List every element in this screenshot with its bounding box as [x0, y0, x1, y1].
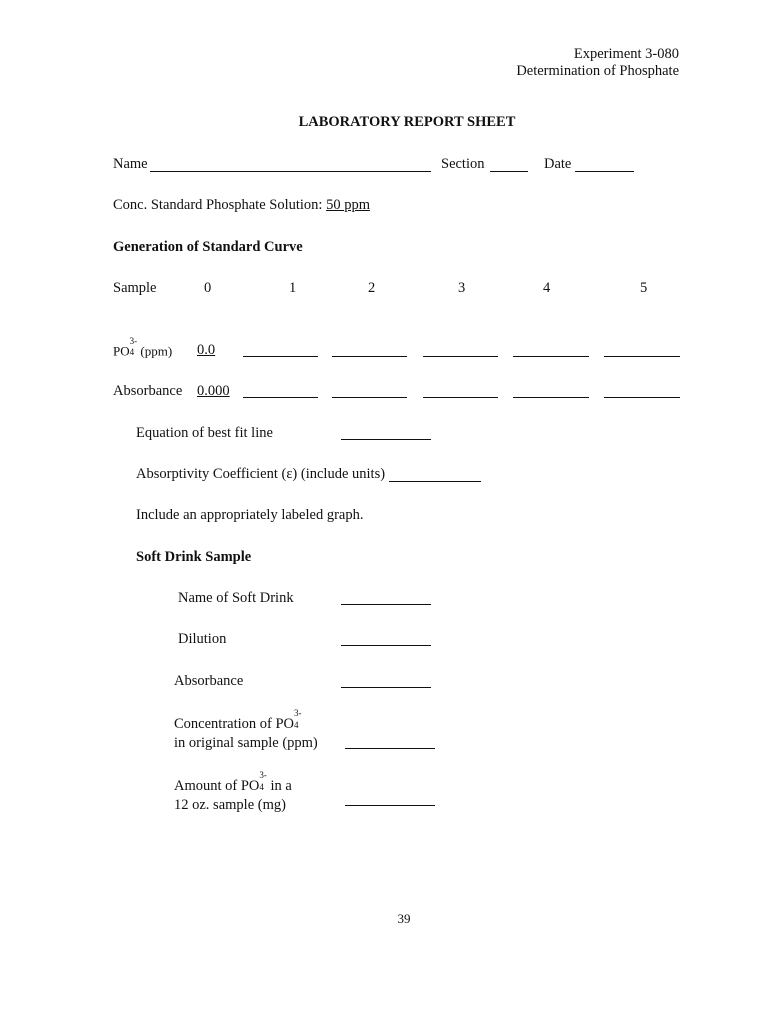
sample-number: 1 — [289, 280, 297, 296]
soft-drink-absorbance-label: Absorbance — [174, 673, 244, 689]
conc-standard-line — [113, 197, 370, 214]
soft-drink-name-label: Name of Soft Drink — [178, 590, 294, 606]
dilution-field[interactable] — [341, 645, 431, 646]
amount-label-line2: 12 oz. sample (mg) — [174, 797, 286, 813]
absorbance-label: Absorbance — [113, 383, 183, 399]
absorbance-field-sample-4[interactable] — [513, 397, 589, 398]
name-label: Name — [113, 156, 148, 172]
po4-field-sample-3[interactable] — [423, 356, 498, 357]
concentration-label-line2: in original sample (ppm) — [174, 735, 318, 751]
best-fit-label: Equation of best fit line — [136, 425, 273, 441]
absorbance-field-sample-5[interactable] — [604, 397, 680, 398]
po4-field-sample-2[interactable] — [332, 356, 407, 357]
graph-note: Include an appropriately labeled graph. — [136, 507, 364, 523]
date-field[interactable] — [575, 171, 634, 172]
conc-standard-value: 50 ppm — [326, 197, 370, 213]
dilution-label: Dilution — [178, 631, 227, 647]
absorbance-value-sample-0: 0.000 — [197, 383, 230, 399]
conc-standard-label: Conc. Standard Phosphate Solution: — [113, 197, 323, 213]
po4-ppm-label: PO 4 $^{3-}$ (ppm) — [113, 336, 173, 359]
sample-number: 0 — [204, 280, 212, 296]
amount-label-line1: Amount of PO 4 $^{3-}$ in a — [174, 770, 292, 794]
concentration-label-line1: Concentration of PO 4 $^{3-}$ — [174, 708, 302, 732]
sample-number: 3 — [458, 280, 466, 296]
experiment-title: Determination of Phosphate — [516, 63, 679, 79]
soft-drink-heading: Soft Drink Sample — [136, 549, 252, 565]
standard-curve-heading: Generation of Standard Curve — [113, 239, 303, 255]
concentration-field[interactable] — [345, 748, 435, 749]
absorptivity-field[interactable] — [389, 481, 481, 482]
best-fit-field[interactable] — [341, 439, 431, 440]
sample-number: 2 — [368, 280, 376, 296]
po4-field-sample-1[interactable] — [243, 356, 318, 357]
sample-label: Sample — [113, 280, 157, 296]
amount-field[interactable] — [345, 805, 435, 806]
soft-drink-name-field[interactable] — [341, 604, 431, 605]
soft-drink-absorbance-field[interactable] — [341, 687, 431, 688]
sample-number: 4 — [543, 280, 551, 296]
section-label: Section — [441, 156, 485, 172]
name-field[interactable] — [150, 171, 431, 172]
po4-value-sample-0: 0.0 — [197, 342, 216, 358]
absorbance-field-sample-2[interactable] — [332, 397, 407, 398]
absorbance-field-sample-1[interactable] — [243, 397, 318, 398]
date-label: Date — [544, 156, 572, 172]
report-title: LABORATORY REPORT SHEET — [298, 114, 516, 130]
po4-field-sample-4[interactable] — [513, 356, 589, 357]
experiment-number: Experiment 3-080 — [573, 46, 679, 62]
sample-number: 5 — [640, 280, 648, 296]
page-number: 39 — [397, 911, 411, 926]
absorptivity-label: Absorptivity Coefficient (ε) (include units) — [136, 466, 386, 482]
absorbance-field-sample-3[interactable] — [423, 397, 498, 398]
po4-field-sample-5[interactable] — [604, 356, 680, 357]
section-field[interactable] — [490, 171, 528, 172]
